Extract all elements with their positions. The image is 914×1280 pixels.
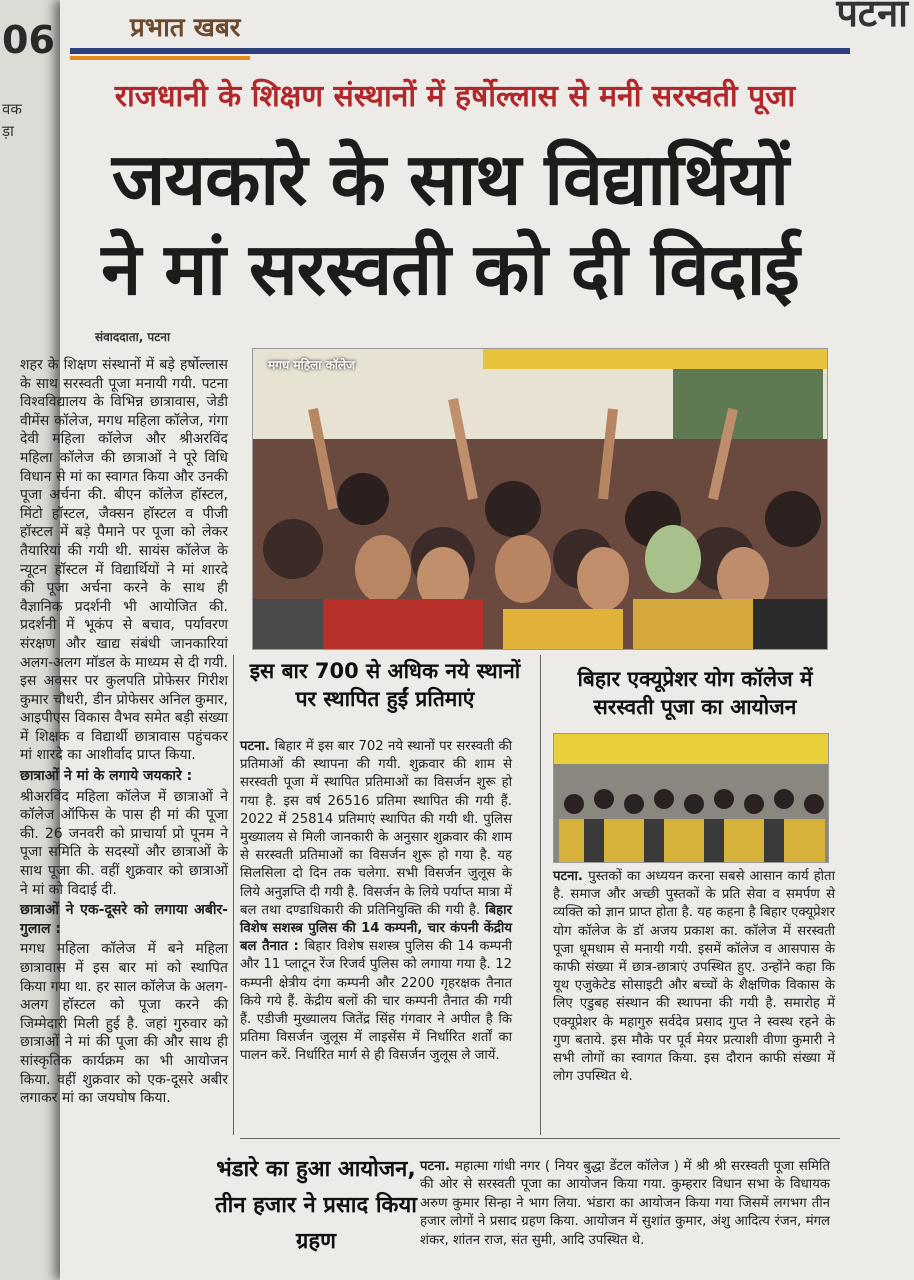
story2-dateline: पटना.: [240, 739, 275, 754]
story3-headline: बिहार एक्यूप्रेशर योग कॉलेज में सरस्वती पूजा का आयोजन: [577, 667, 813, 719]
story4-paragraph: महात्मा गांधी नगर ( नियर बुद्धा डेंटल कॉलेज ) में श्री श्री सरस्वती पूजा समिति की ओर से सरस्वती पूजा का आयोजन किया गया. कुम्हरार विधान सभा के विधायक अरुण कुमार सिन्हा ने भाग लिया. भंडारा का आयोजन किया गया जिसमें लगभग तीन हजार लोगों ने प्रसाद ग्रहण किया. आयोजन में सुशांत कुमार, अंशु आदित्य रंजन, मंगल शंकर, शांतन राज, संत सुमी, आदि उपस्थित थे.: [420, 1159, 830, 1248]
story2-paragraph: बिहार विशेष सशस्त्र पुलिस की 14 कम्पनी और 11 प्लाटून रेंज रिजर्व पुलिस को लगाया गया है. 12 कम्पनी क्षेत्रीय दंगा कम्पनी और 2200 गृहरक्षक तैनात किये गये हैं. केंद्रीय बलों की चार कम्पनी तैनात की गयी हैं. एडीजी मुख्यालय जितेंद्र सिंह गंगवार ने अपील है कि प्रतिमा विसर्जन जुलूस में लाइसेंस में निर्धारित शर्तों का पालन करें. निर्धारित मार्ग से ही विसर्जन जुलूस ले जायें.: [240, 939, 512, 1064]
adjacent-page-number: 06: [2, 18, 55, 62]
newspaper-masthead: प्रभात खबर: [130, 13, 241, 43]
main-story-subhead: छात्राओं ने मां के लगाये जयकारे :: [20, 768, 193, 785]
masthead-accent-rule: [70, 56, 250, 60]
main-headline-line-2: ने मां सरस्वती को दी विदाई: [101, 227, 799, 311]
story2-subhead: बिहार विशेष सशस्त्र पुलिस की 14 कम्पनी, चार कंपनी केंद्रीय बल तैनात :: [240, 902, 512, 955]
story3-dateline: पटना.: [553, 869, 589, 884]
story3-paragraph: पुस्तकों का अध्ययन करना सबसे आसान कार्य होता है. समाज और अच्छी पुस्तकों के प्रति सेवा व समर्पण से व्यक्ति को ज्ञान प्राप्त होता है. यह कहना है बिहार एक्यूप्रेशर योग कॉलेज के डॉ अजय प्रकाश का. कॉलेज में सरस्वती पूजा धूमधाम से मनायी गयी. इसमें कॉलेज व आसपास के काफी संख्या में छात्र-छात्राएं उपस्थित हुए. उन्होंने कहा कि यूथ एजुकेटेड सोसाइटी और बच्चों के शैक्षणिक विकास के लिए एडुबह संस्थान की स्थापना की गयी है. समारोह में एक्यूप्रेशर के महागुरु सर्वदेव प्रसाद गुप्त ने स्वस्थ रहने के गुण बताये. इस मौके पर पूर्व मेयर प्रत्याशी वीणा कुमारी ने सभी लोगों का स्वागत किया. इस दौरान काफी संख्या में लोग उपस्थित थे.: [553, 869, 835, 1085]
main-headline-line-1: जयकारे के साथ विद्यार्थियों: [111, 137, 789, 221]
celebration-photo-image: [253, 349, 828, 650]
adjacent-page-fragment: वक: [2, 100, 22, 118]
main-story-paragraph: शहर के शिक्षण संस्थानों में बड़े हर्षोल्लास के साथ सरस्वती पूजा मनायी गयी. पटना विश्वविद्यालय के विभिन्न छात्रावास, जेडी वीमेंस कॉलेज, मगध महिला कॉलेज, गंगा देवी महिला कॉलेज और श्रीअरविंद महिला कॉलेज की छात्राओं ने पूरे विधि विधान से मां का स्वागत किया और उनकी पूजा अर्चना की. बीएन कॉलेज हॉस्टल, मिंटो हॉस्टल, जैक्सन हॉस्टल व पीजी हॉस्टल में बड़े पैमाने पर पूजा को लेकर तैयारियां की गयी थी. सायंस कॉलेज के न्यूटन हॉस्टल में विद्यार्थियों ने मां शारदे की पूजा अर्चना करने के साथ ही वैज्ञानिक प्रदर्शनी भी आयोजित की. प्रदर्शनी में भूकंप से बचाव, पर्यावरण संरक्षण और खाद्य संबंधी जानकारियां अलग-अलग मॉडल के माध्यम से दी गयी. इस अवसर पर कुलपति प्रोफेसर गिरीश कुमार चौधरी, डीन प्रोफेसर अनिल कुमार, आइपीएस विकास वैभव समेत बड़ी संख्या में शिक्षक व विद्यार्थी छात्रावास पहुंचकर मां शारदे का आशीर्वाद प्राप्त किया.: [20, 357, 228, 764]
main-story-subhead: छात्राओं ने एक-दूसरे को लगाया अबीर-गुलाल :: [20, 902, 228, 937]
yoga-college-photo-image: [554, 734, 829, 863]
adjacent-page-fragment: ड़ा: [2, 122, 14, 140]
story4-dateline: पटना.: [420, 1159, 455, 1174]
headline-kicker: राजधानी के शिक्षण संस्थानों में हर्षोल्लास से मनी सरस्वती पूजा: [114, 79, 796, 114]
story2-paragraph: बिहार में इस बार 702 नये स्थानों पर सरस्वती की प्रतिमाओं की स्थापना की गयी. शुक्रवार की शाम से सरस्वती पूजा में स्थापित प्रतिमाओं का विसर्जन शुरू हो गया है. इस वर्ष 26516 प्रतिमा स्थापित की गयी हैं. 2022 में 25814 प्रतिमाएं स्थापित की गयी थी. पुलिस मुख्यालय से मिली जानकारी के अनुसार शुक्रवार की शाम से सरस्वती प्रतिमाओं का विसर्जन शुरू हो गया है. यह सिलसिला दो दिन तक चलेगा. सभी विसर्जन जुलूस के लिये अनुज्ञप्ति दी गयी है. विसर्जन के लिये पर्याप्त मात्रा में बल तथा दण्डाधिकारी की प्रतिनियुक्ति की गयी है.: [240, 739, 513, 918]
main-story-column: [20, 356, 228, 1110]
yoga-college-photo: [553, 733, 829, 863]
row-divider: [240, 1138, 840, 1139]
column-divider: [540, 655, 541, 1135]
story4-headline: भंडारे का हुआ आयोजन, तीन हजार ने प्रसाद किया ग्रहण: [215, 1157, 417, 1254]
story2-headline: इस बार 700 से अधिक नये स्थानों पर स्थापित हुईं प्रतिमाएं: [249, 659, 521, 711]
story3-column: [553, 868, 835, 1086]
main-story-paragraph: श्रीअरविंद महिला कॉलेज में छात्राओं ने कॉलेज ऑफिस के पास ही मां की पूजा की. 26 जनवरी को प्राचार्या प्रो पूनम ने पूजा समिति के सदस्यों और छात्राओं के साथ पूजा की. वहीं शुक्रवार को छात्राओं ने मां को विदाई दी.: [20, 788, 228, 898]
celebration-photo: [252, 348, 828, 650]
column-divider: [233, 655, 234, 1135]
masthead-rule: [70, 48, 850, 54]
story4-column: [420, 1158, 830, 1250]
byline: संवाददाता, पटना: [95, 330, 171, 344]
photo-caption: मगध महिला कॉलेज: [268, 358, 355, 372]
story2-column: [240, 738, 512, 1066]
edition-city: पटना: [836, 0, 908, 35]
main-story-paragraph: मगध महिला कॉलेज में बने महिला छात्रावास में इस बार मां को स्थापित किया गया था. हर साल कॉलेज के अलग-अलग हॉस्टल को पूजा करने की जिम्मेदारी मिली हुई है. जहां गुरुवार को छात्राओं ने मां की पूजा की और साथ ही सांस्कृतिक कार्यक्रम का भी आयोजन किया. वहीं शुक्रवार को एक-दूसरे अबीर लगाकर मां का जयघोष किया.: [20, 941, 228, 1107]
